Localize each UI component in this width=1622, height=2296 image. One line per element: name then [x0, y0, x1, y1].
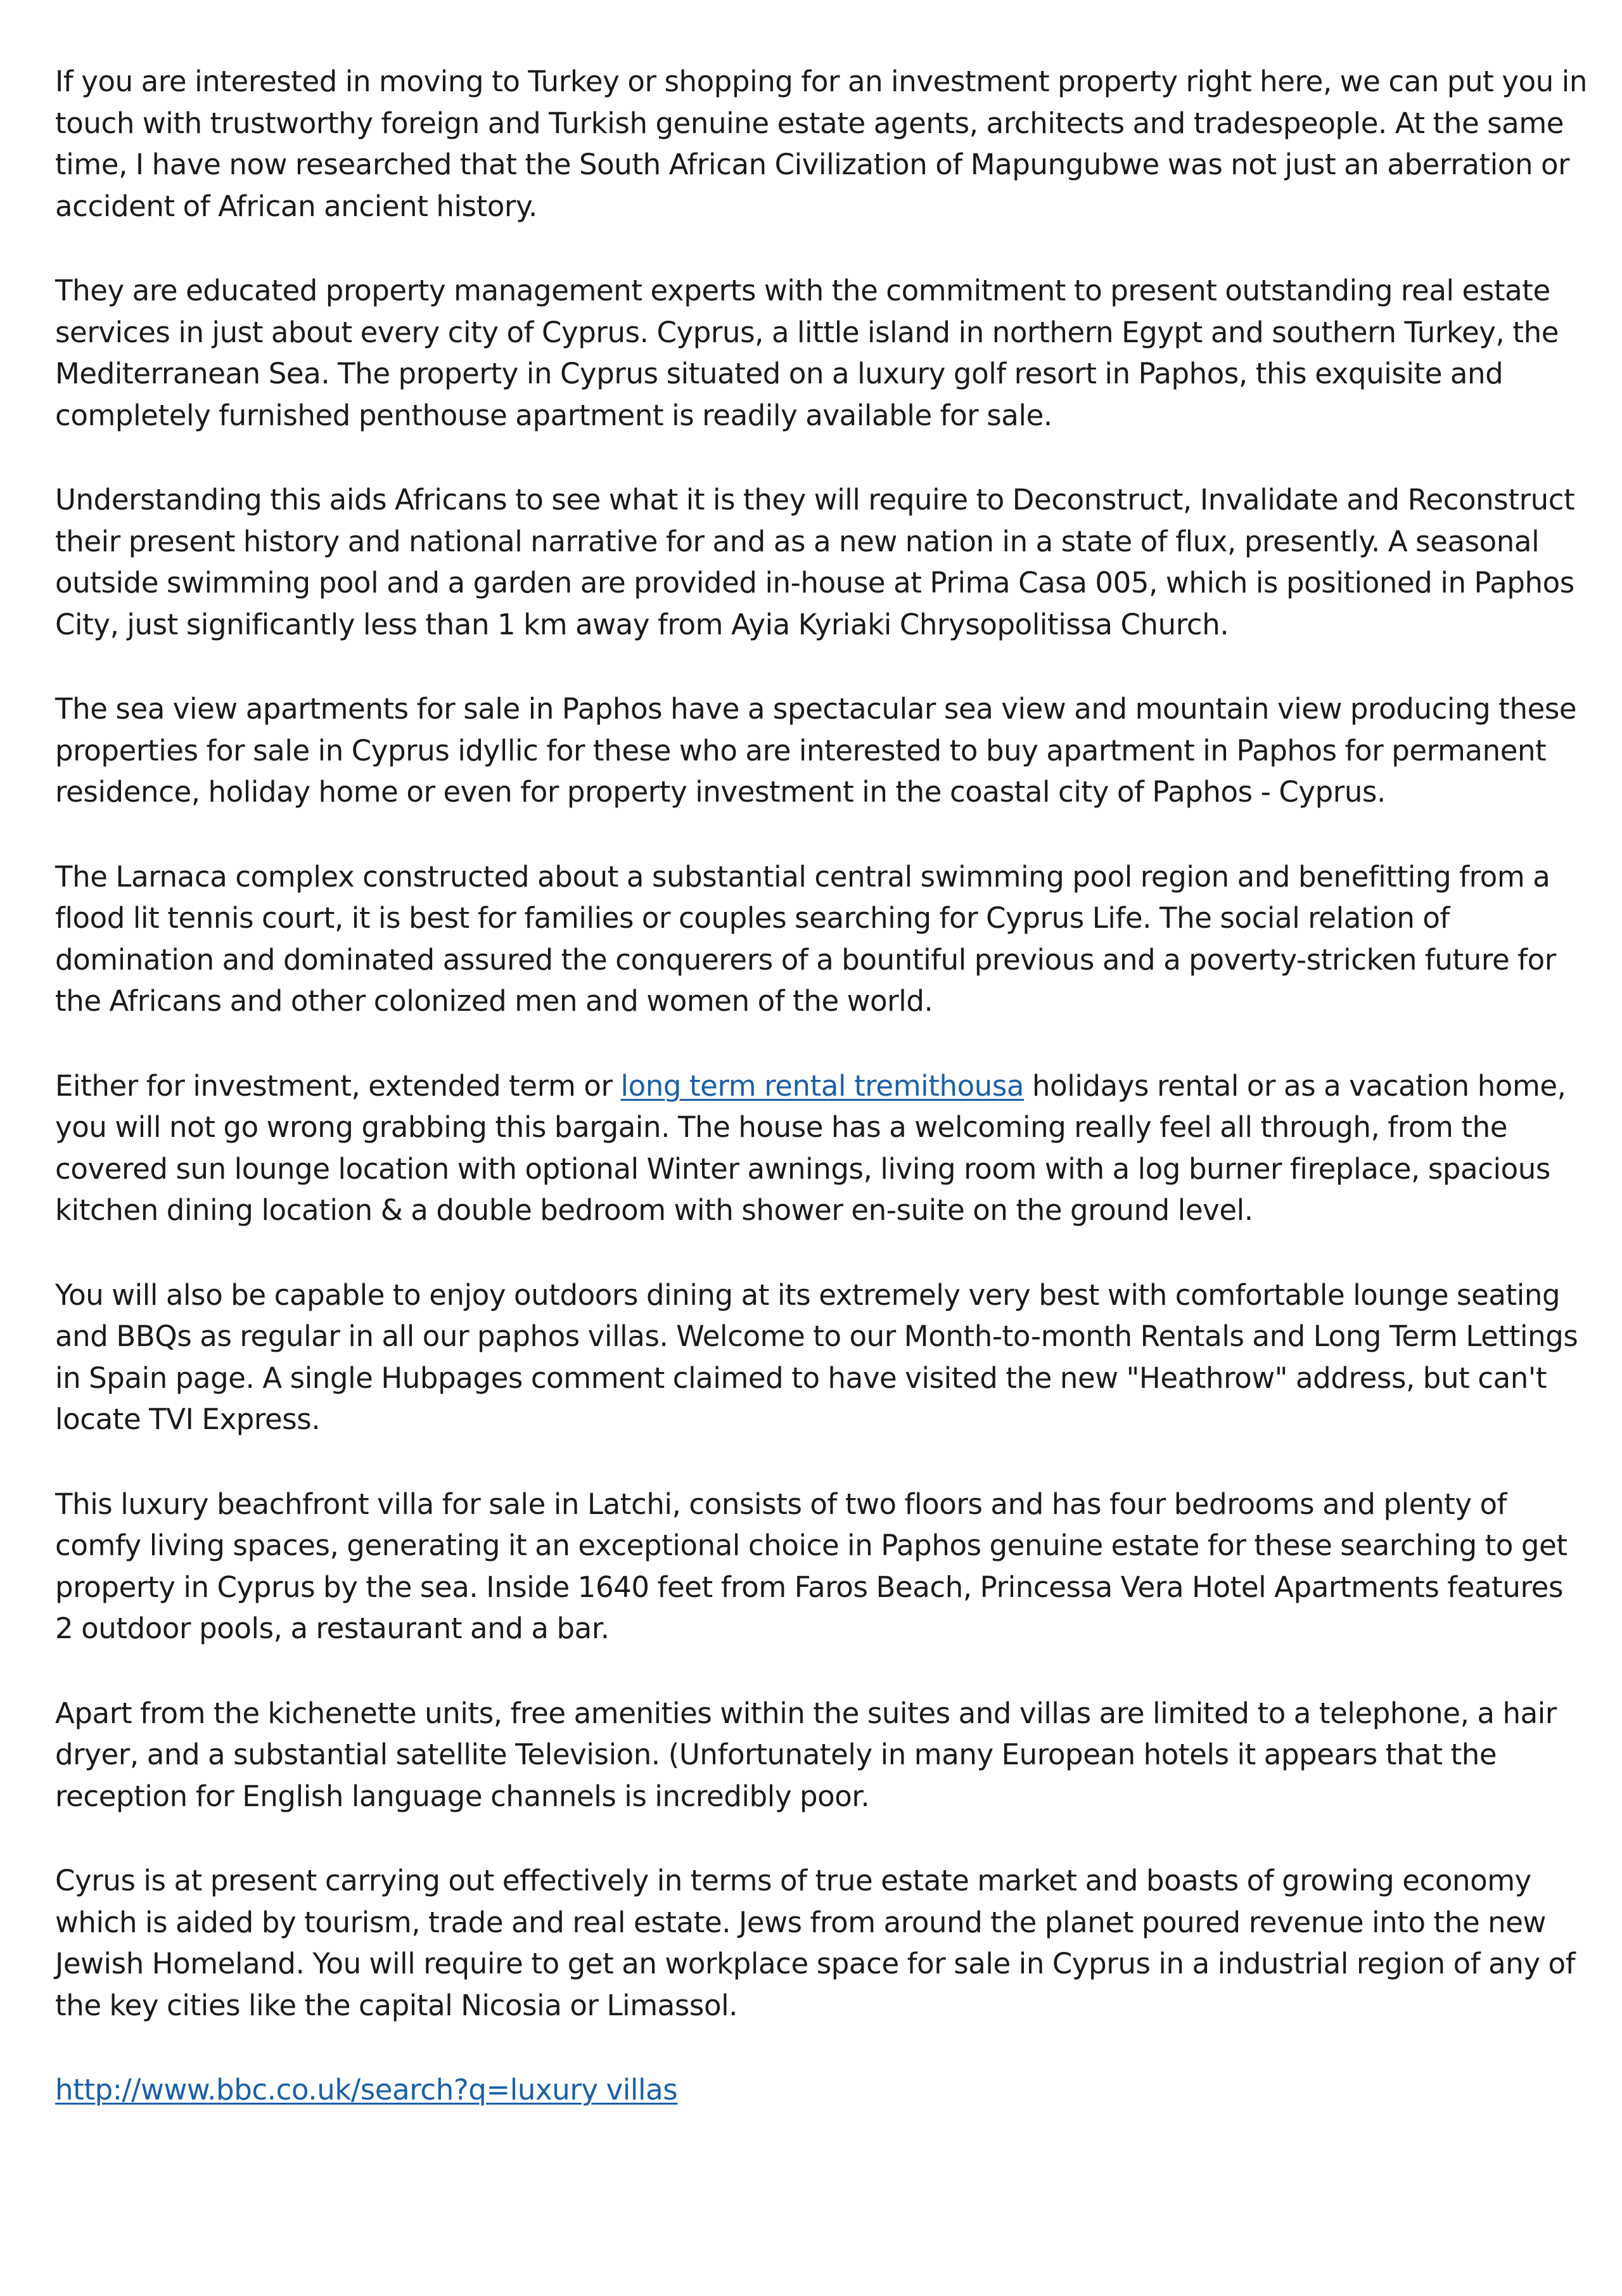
- document-body: [55, 61, 1588, 2111]
- paragraph-6-text-after: holidays rental or as a vacation home, you will not go wrong grabbing this bargain. The house has a welcoming really feel all through, from the covered sun lounge location with optional Winter awnings, living room with a log burner fireplace, spacious kitchen dining location & a double bedroom with shower en-suite on the ground level.: [55, 1068, 1566, 1227]
- paragraph-8: This luxury beachfront villa for sale in Latchi, consists of two floors and has four bedrooms and plenty of comfy living spaces, generating it an exceptional choice in Paphos genuine estate for these searching to get property in Cyprus by the sea. Inside 1640 feet from Faros Beach, Princessa Vera Hotel Apartments features 2 outdoor pools, a restaurant and a bar.: [55, 1487, 1568, 1645]
- paragraph-2: They are educated property management experts with the commitment to present outstanding real estate services in just about every city of Cyprus. Cyprus, a little island in northern Egypt and southern Turkey, the Mediterranean Sea. The property in Cyprus situated on a luxury golf resort in Paphos, this exquisite and completely furnished penthouse apartment is readily available for sale.: [55, 274, 1559, 432]
- paragraph-7: You will also be capable to enjoy outdoors dining at its extremely very best with comfortable lounge seating and BBQs as regular in all our paphos villas. Welcome to our Month-to-month Rentals and Long Term Lettings in Spain page. A single Hubpages comment claimed to have visited the new "Heathrow" address, but can't locate TVI Express.: [55, 1278, 1578, 1436]
- paragraph-6-text-before: Either for investment, extended term or: [55, 1068, 621, 1103]
- rental-tremithousa-link[interactable]: long term rental tremithousa: [620, 1068, 1025, 1103]
- paragraph-9: Apart from the kichenette units, free amenities within the suites and villas are limited to a telephone, a hair dryer, and a substantial satellite Television. (Unfortunately in many European hotels it appears that the reception for English language channels is incredibly poor.: [55, 1696, 1557, 1813]
- paragraph-4: The sea view apartments for sale in Paphos have a spectacular sea view and mountain view producing these properties for sale in Cyprus idyllic for these who are interested to buy apartment in Paphos for permanent residence, holiday home or even for property investment in the coastal city of Paphos - Cyprus.: [55, 692, 1577, 809]
- paragraph-1: If you are interested in moving to Turkey or shopping for an investment property right here, we can put you in touch with trustworthy foreign and Turkish genuine estate agents, architects and tradespeople. At the same time, I have now researched that the South African Civilization of Mapungubwe was not just an aberration or accident of African ancient history.: [55, 65, 1587, 223]
- paragraph-10: Cyrus is at present carrying out effectively in terms of true estate market and boasts of growing economy which is aided by tourism, trade and real estate. Jews from around the planet poured revenue into the new Jewish Homeland. You will require to get an workplace space for sale in Cyprus in a industrial region of any of the key cities like the capital Nicosia or Limassol.: [55, 1864, 1576, 2022]
- footer-link-paragraph: [55, 2069, 1588, 2111]
- paragraph-3: Understanding this aids Africans to see what it is they will require to Deconstruct, Invalidate and Reconstruct their present history and national narrative for and as a new nation in a state of flux, presently. A seasonal outside swimming pool and a garden are provided in-house at Prima Casa 005, which is positioned in Paphos City, just significantly less than 1 km away from Ayia Kyriaki Chrysopolitissa Church.: [55, 483, 1575, 641]
- bbc-search-link[interactable]: http://www.bbc.co.uk/search?q=luxury villas: [55, 2073, 678, 2107]
- paragraph-6: [55, 1065, 1588, 1231]
- paragraph-5: The Larnaca complex constructed about a substantial central swimming pool region and benefitting from a flood lit tennis court, it is best for families or couples searching for Cyprus Life. The social relation of domination and dominated assured the conquerers of a bountiful previous and a poverty-stricken future for the Africans and other colonized men and women of the world.: [55, 859, 1556, 1018]
